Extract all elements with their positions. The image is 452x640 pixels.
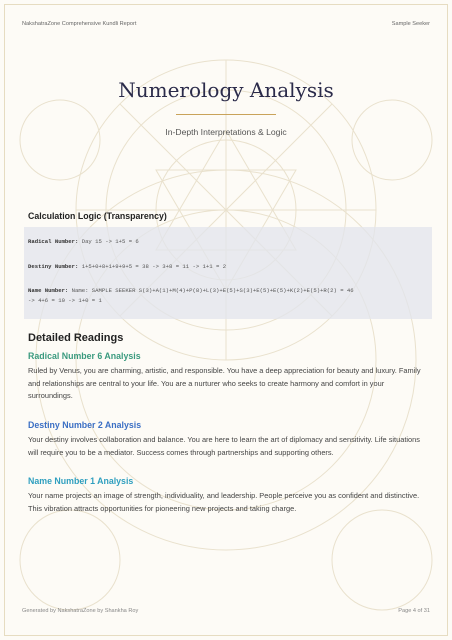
- destiny-value: 1+5+0+8+1+9+9+5 = 38 -> 3+8 = 11 -> 1+1 = 2: [78, 263, 227, 270]
- destiny-calculation: [28, 262, 426, 272]
- radical-calculation: [28, 237, 426, 247]
- radical-value: Day 15 -> 1+5 = 6: [78, 238, 139, 245]
- destiny-analysis-title: Destiny Number 2 Analysis: [28, 420, 142, 430]
- footer-credit: Generated by NakshatraZone by Shankha Roy: [22, 608, 139, 614]
- radical-label: Radical Number:: [28, 238, 79, 245]
- radical-analysis-title: Radical Number 6 Analysis: [28, 351, 141, 361]
- title-divider: [176, 114, 276, 115]
- name-label: Name Number:: [28, 287, 69, 294]
- page-number: Page 4 of 31: [398, 608, 430, 614]
- name-value-line1: Name: SAMPLE SEEKER S(3)+A(1)+M(4)+P(8)+L(3)+E(5)+S(3)+E(5)+E(5)+K(2)+E(5)+R(2) = 46: [68, 287, 354, 294]
- client-name: Sample Seeker: [391, 21, 430, 27]
- page-subtitle: In-Depth Interpretations & Logic: [165, 127, 287, 137]
- report-name: NakshatraZone Comprehensive Kundli Report: [22, 21, 137, 27]
- calculation-heading: Calculation Logic (Transparency): [28, 211, 167, 221]
- page-title: Numerology Analysis: [118, 78, 334, 102]
- page-footer: [22, 608, 430, 614]
- name-calculation: [28, 286, 426, 306]
- destiny-analysis-text: Your destiny involves collaboration and balance. You are here to learn the art of diplomacy and sensitivity. Life situations will require you to be a mediator. Success comes through partnerships and supporting others.: [28, 435, 420, 457]
- name-analysis-text: Your name projects an image of strength, individuality, and leadership. People perceive you as confident and distinctive. This vibration attracts opportunities for pioneering new projects and taking charge.: [28, 491, 420, 513]
- readings-heading: Detailed Readings: [28, 332, 124, 344]
- page-header: [22, 21, 430, 27]
- destiny-label: Destiny Number:: [28, 263, 79, 270]
- name-value-line2: -> 4+6 = 10 -> 1+0 = 1: [28, 297, 102, 304]
- calculation-box: [24, 227, 432, 319]
- name-analysis-title: Name Number 1 Analysis: [28, 476, 134, 486]
- radical-analysis-text: Ruled by Venus, you are charming, artistic, and responsible. You have a deep appreciation for beauty and luxury. Family and relationships are central to your life. You are a nurturer who seeks to create harmony and comfort in your surroundings.: [28, 366, 421, 401]
